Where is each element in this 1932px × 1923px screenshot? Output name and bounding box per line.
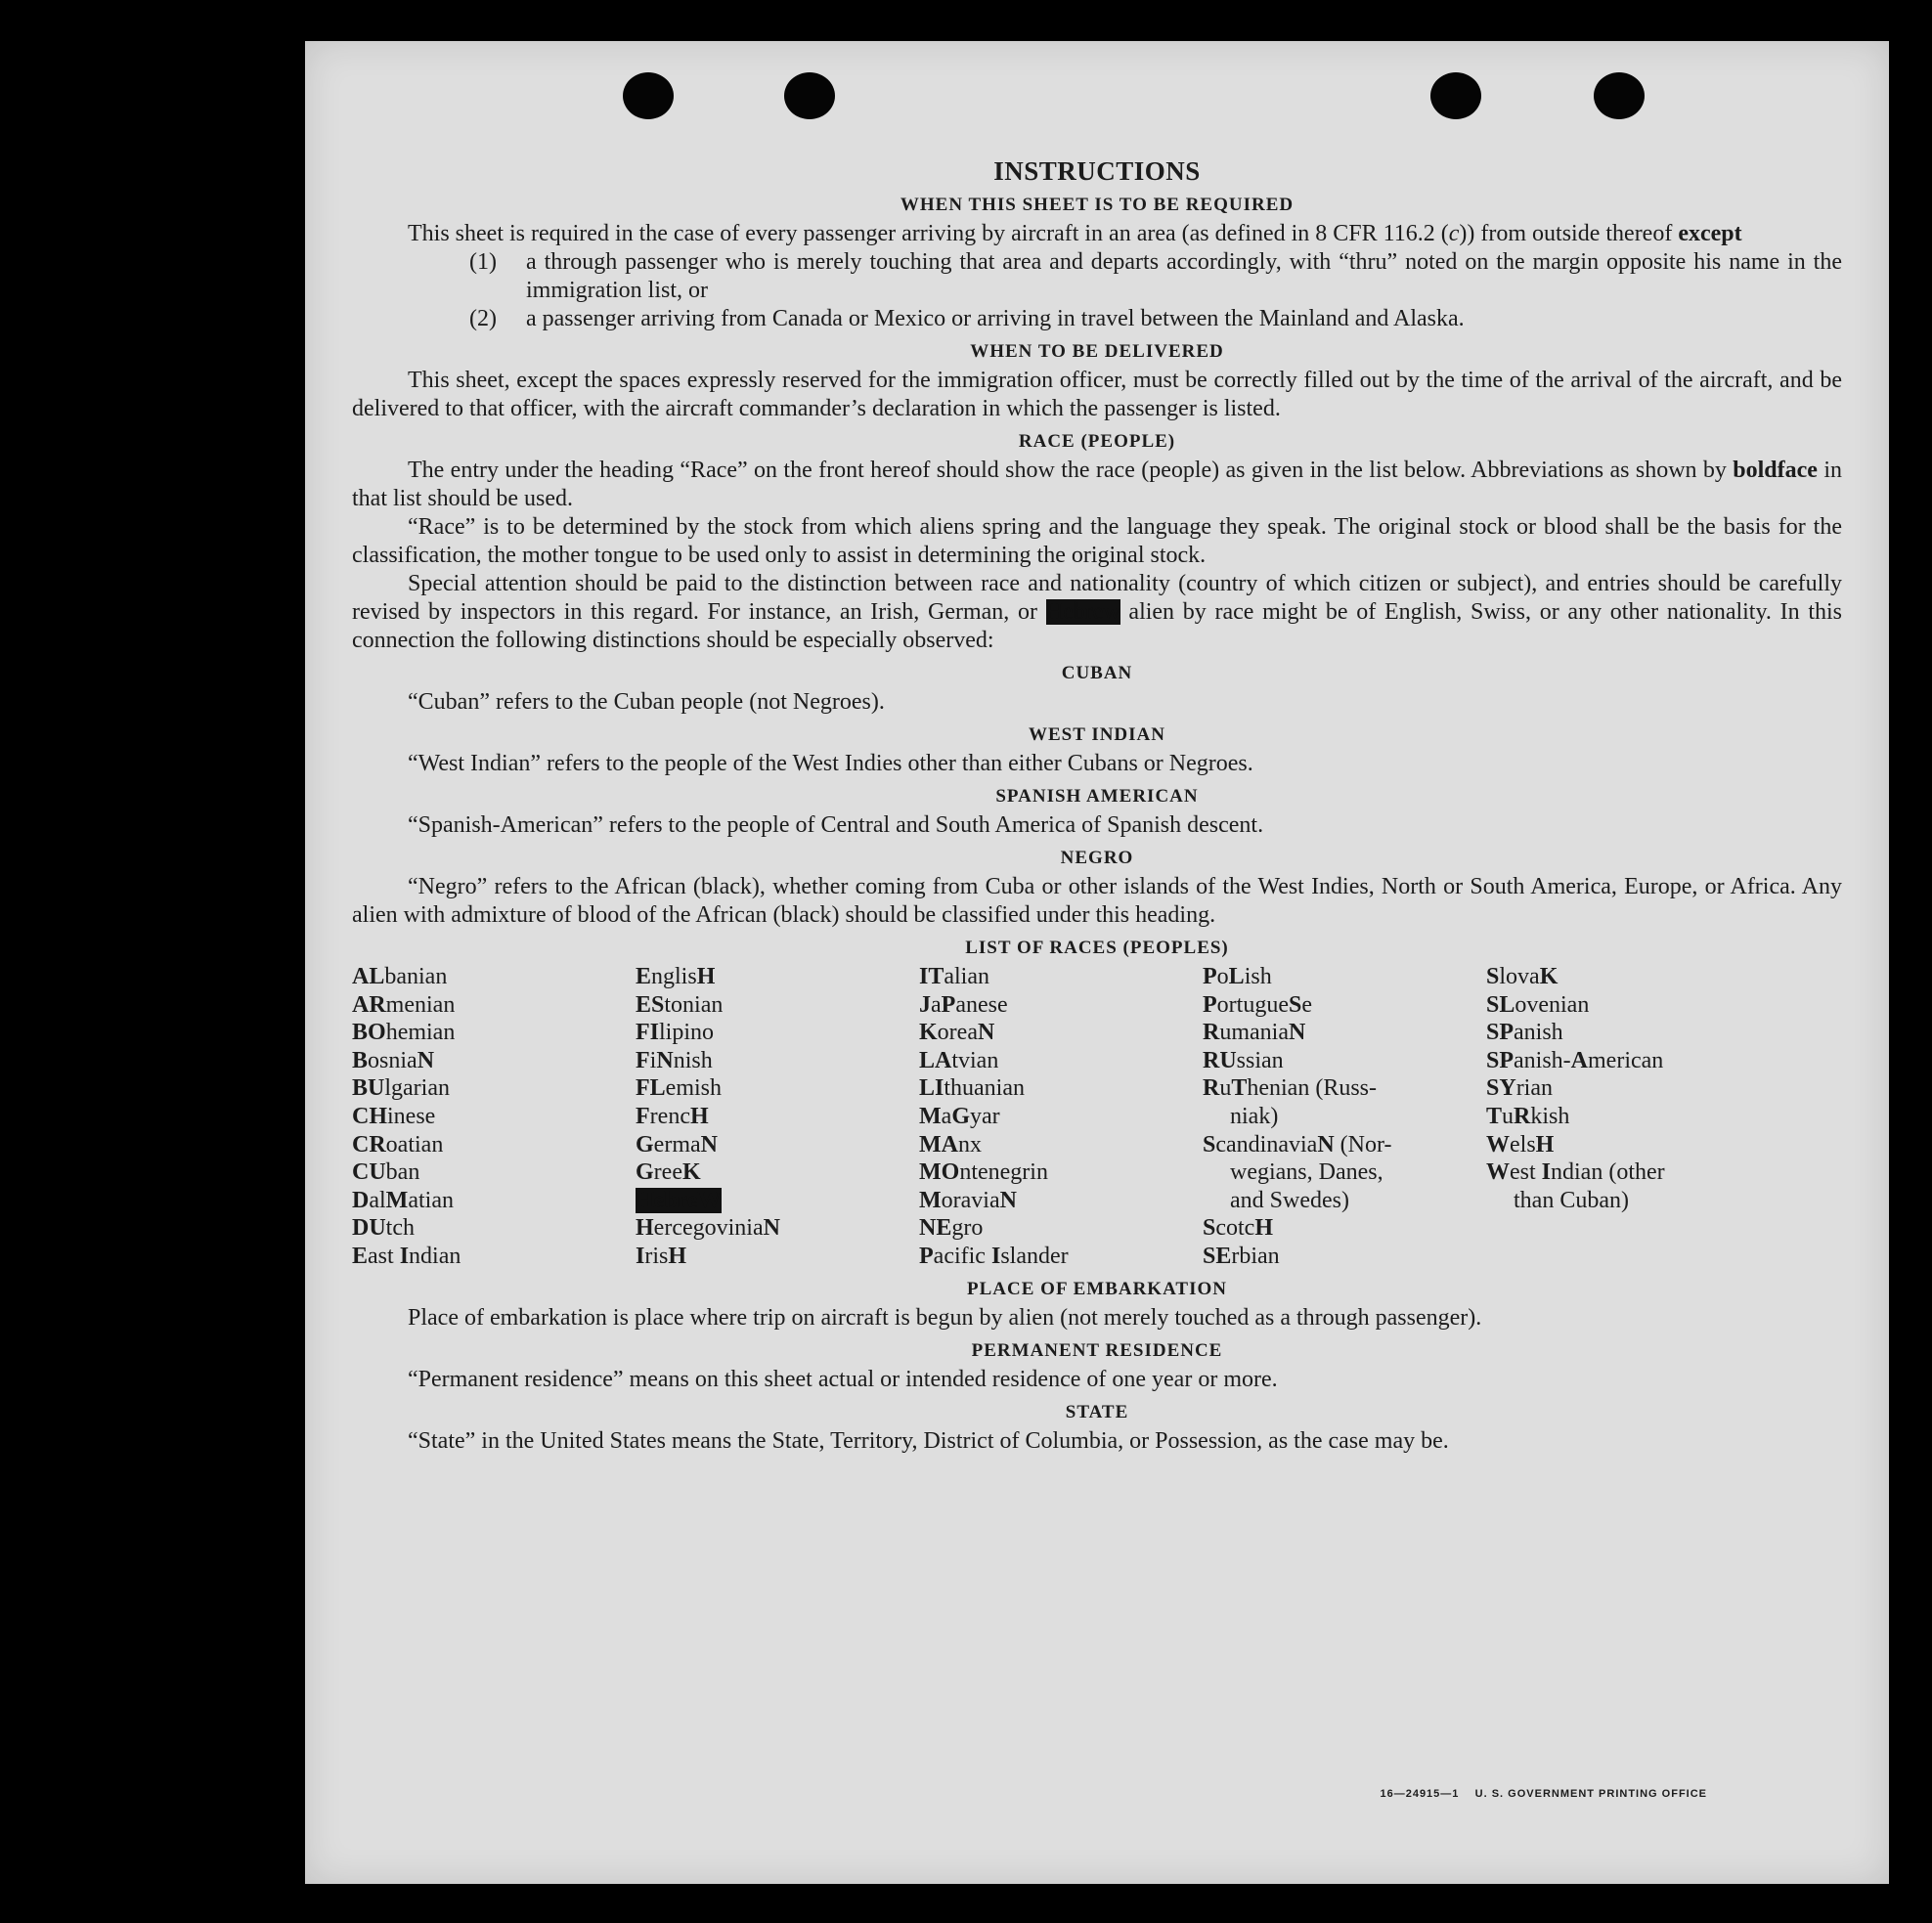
race-entry: PortugueSe [1203, 991, 1312, 1018]
race-entry: West Indian (other [1486, 1159, 1665, 1186]
race-entry: FIlipino [636, 1020, 715, 1046]
when-required-intro: This sheet is required in the case of every passenger arriving by aircraft in an area (as defined in 8 CFR 116.2 (c)) from outside thereof except [408, 221, 1742, 246]
race-entry: MaGyar [919, 1103, 1000, 1129]
race-entry: Pacific Islander [919, 1243, 1069, 1269]
heading-negro: NEGRO [1060, 848, 1134, 868]
race-entry: CUban [352, 1159, 420, 1186]
race-entry: SErbian [1203, 1243, 1280, 1269]
race-entry: than Cuban) [1514, 1187, 1629, 1213]
race-entry: BOhemian [352, 1020, 456, 1046]
race-entry: SlovaK [1486, 964, 1559, 989]
residence-text: “Permanent residence” means on this sheet actual or intended residence of one year or more. [408, 1366, 1278, 1392]
list-item: (1) a through passenger who is merely touching that area and departs accordingly, with “thru” noted on the margin opposite his name in the immigration list, or [469, 249, 1842, 303]
race-entry: CHinese [352, 1103, 436, 1129]
race-entry: MoraviaN [919, 1187, 1017, 1213]
race-entry: RuThenian (Russ- [1203, 1075, 1378, 1102]
race-entry: EStonian [636, 991, 724, 1018]
heading-embarkation: PLACE OF EMBARKATION [967, 1278, 1227, 1299]
punch-hole [1594, 72, 1645, 119]
redaction-mark: Hebrew [1045, 599, 1120, 625]
race-entry: SYrian [1486, 1075, 1553, 1102]
instructions-content [352, 156, 1842, 1456]
race-entry: ScotcH [1203, 1215, 1274, 1242]
spanish-american-text: “Spanish-American” refers to the people of Central and South America of Spanish descent. [408, 812, 1264, 838]
races-column [919, 963, 1203, 1271]
west-indian-text: “West Indian” refers to the people of the West Indies other than either Cubans or Negroes. [408, 751, 1253, 776]
race-entry: SPanish-American [1486, 1047, 1664, 1073]
negro-text: “Negro” refers to the African (black), whether coming from Cuba or other islands of the West Indies, North or South America, Europe, or Africa. Any alien with admixture of blood of the African (black) should be classified under this heading. [352, 874, 1842, 928]
race-entry: BUlgarian [352, 1075, 450, 1102]
race-entry: KoreaN [919, 1020, 995, 1046]
race-entry: wegians, Danes, [1230, 1159, 1383, 1186]
race-entry: GreeK [636, 1159, 701, 1186]
race-entry: HebreW [636, 1187, 722, 1213]
race-entry: DUtch [352, 1215, 415, 1242]
heading-state: STATE [1065, 1401, 1129, 1422]
embarkation-text: Place of embarkation is place where trip on aircraft is begun by alien (not merely touched as a through passenger). [408, 1304, 1482, 1331]
cuban-text: “Cuban” refers to the Cuban people (not Negroes). [408, 689, 885, 715]
heading-when-delivered: WHEN TO BE DELIVERED [970, 341, 1224, 362]
race-entry: FiNnish [636, 1047, 713, 1073]
races-column [636, 963, 919, 1271]
race-entry: RumaniaN [1203, 1020, 1306, 1046]
race-entry: SLovenian [1486, 991, 1590, 1018]
heading-when-required: WHEN THIS SHEET IS TO BE REQUIRED [900, 195, 1295, 215]
race-entry: DalMatian [352, 1187, 454, 1213]
race-entry: BosniaN [352, 1047, 435, 1073]
race-entry: EnglisH [636, 964, 716, 989]
race-entry: PoLish [1203, 964, 1272, 989]
race-entry: GermaN [636, 1131, 718, 1158]
race-entry: HercegoviniaN [636, 1215, 780, 1242]
race-entry: MAnx [919, 1131, 982, 1158]
race-entry: SPanish [1486, 1020, 1563, 1046]
heading-residence: PERMANENT RESIDENCE [971, 1339, 1223, 1361]
when-delivered-text: This sheet, except the spaces expressly reserved for the immigration officer, must be correctly filled out by the time of the arrival of the aircraft, and be delivered to that officer, with the aircraft commander’s declaration in which the passenger is listed. [352, 368, 1842, 421]
race-entry: ALbanian [352, 964, 448, 989]
state-text: “State” in the United States means the State, Territory, District of Columbia, or Possession, as the case may be. [408, 1427, 1449, 1454]
races-column [352, 963, 636, 1271]
heading-list-of-races: LIST OF RACES (PEOPLES) [965, 938, 1229, 958]
punch-hole [784, 72, 835, 119]
race-entry: LIthuanian [919, 1075, 1025, 1102]
race-entry: JaPanese [919, 991, 1008, 1018]
race-entry: niak) [1230, 1103, 1279, 1129]
heading-cuban: CUBAN [1061, 663, 1133, 683]
document-sheet [305, 41, 1889, 1884]
race-entry: FrencH [636, 1103, 709, 1129]
punch-hole [623, 72, 674, 119]
race-entry: CRoatian [352, 1131, 444, 1158]
race-entry: ARmenian [352, 991, 456, 1018]
printer-footer: 16—24915—1 U. S. GOVERNMENT PRINTING OFFICE [1380, 1788, 1707, 1800]
race-entry: IrisH [636, 1243, 687, 1269]
race-entry: ScandinaviaN (Nor- [1203, 1131, 1392, 1158]
race-entry: MOntenegrin [919, 1159, 1048, 1186]
heading-spanish-american: SPANISH AMERICAN [995, 786, 1199, 807]
heading-race: RACE (PEOPLE) [1018, 431, 1176, 452]
race-entry: and Swedes) [1230, 1187, 1349, 1213]
race-paragraph-1: The entry under the heading “Race” on the front hereof should show the race (people) as given in the list below. Abbreviations as shown by boldface in that list should be used. [352, 458, 1842, 511]
races-column [1486, 963, 1740, 1271]
races-column [1203, 963, 1486, 1271]
race-entry: RUssian [1203, 1047, 1284, 1073]
race-entry: FLemish [636, 1075, 722, 1102]
page-title: INSTRUCTIONS [993, 156, 1201, 186]
punch-hole [1430, 72, 1481, 119]
race-entry: ITalian [919, 964, 989, 989]
race-entry: WelsH [1486, 1131, 1555, 1158]
race-entry: TuRkish [1486, 1103, 1570, 1129]
race-entry: LAtvian [919, 1047, 999, 1073]
races-list [352, 963, 1842, 1271]
race-entry: NEgro [919, 1215, 984, 1242]
heading-west-indian: WEST INDIAN [1029, 724, 1165, 745]
list-item: (2) a passenger arriving from Canada or Mexico or arriving in travel between the Mainland and Alaska. [469, 306, 1465, 331]
race-paragraph-2: “Race” is to be determined by the stock from which aliens spring and the language they speak. The original stock or blood shall be the basis for the classification, the mother tongue to be used only to assist in determining the original stock. [352, 514, 1842, 568]
race-entry: East Indian [352, 1243, 461, 1269]
race-paragraph-3: Special attention should be paid to the distinction between race and nationality (country of which citizen or subject), and entries should be carefully revised by inspectors in this regard. For instance, an Irish, German, or Hebrew alien by race might be of English, Swiss, or any other nationality. In this connection the following distinctions should be especially observed: [352, 571, 1843, 653]
